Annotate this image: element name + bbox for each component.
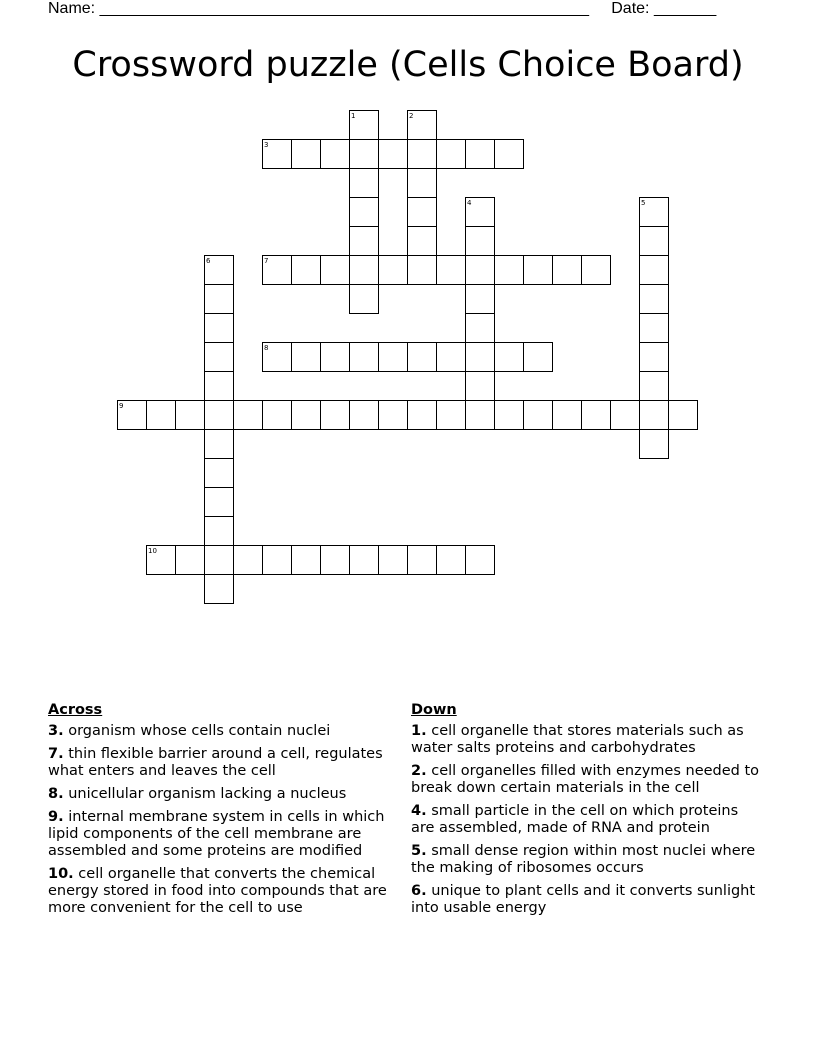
grid-cell[interactable] <box>495 140 524 169</box>
down-clue-5 <box>411 843 763 877</box>
grid-cell[interactable] <box>205 343 234 372</box>
cell-number-5: 5 <box>641 199 646 207</box>
grid-cell[interactable] <box>437 256 466 285</box>
date-blank: _______ <box>653 0 717 17</box>
grid-cell[interactable] <box>669 401 698 430</box>
grid-cell[interactable] <box>466 227 495 256</box>
across-clue-list <box>48 723 400 917</box>
grid-cell[interactable] <box>379 401 408 430</box>
grid-cell[interactable] <box>205 372 234 401</box>
grid-cell[interactable] <box>205 401 234 430</box>
grid-cell[interactable] <box>350 285 379 314</box>
down-clue-6 <box>411 883 763 917</box>
across-heading: Across <box>48 702 103 718</box>
grid-cell[interactable] <box>263 546 292 575</box>
grid-cell[interactable] <box>292 546 321 575</box>
grid-cell[interactable] <box>321 546 350 575</box>
grid-cell[interactable] <box>379 343 408 372</box>
grid-cell[interactable] <box>437 140 466 169</box>
grid-cell[interactable] <box>437 401 466 430</box>
grid-cell[interactable] <box>466 314 495 343</box>
clue-number: 5. <box>411 843 427 859</box>
clue-number: 6. <box>411 883 427 899</box>
grid-cell[interactable] <box>321 140 350 169</box>
grid-cell[interactable] <box>524 401 553 430</box>
grid-cell[interactable] <box>350 198 379 227</box>
grid-cell[interactable] <box>321 256 350 285</box>
grid-cell[interactable] <box>495 343 524 372</box>
page-title: Crossword puzzle (Cells Choice Board) <box>72 45 744 85</box>
grid-cell[interactable] <box>408 198 437 227</box>
grid-cell[interactable] <box>350 140 379 169</box>
across-clue-9 <box>48 809 400 860</box>
clue-text: cell organelle that converts the chemical energy stored in food into compounds that are more convenient for the cell to use <box>48 866 387 916</box>
grid-cell[interactable] <box>205 459 234 488</box>
cell-number-3: 3 <box>264 141 269 149</box>
clue-number: 1. <box>411 723 427 739</box>
grid-cell[interactable] <box>147 401 176 430</box>
grid-cell[interactable] <box>611 401 640 430</box>
grid-cell[interactable] <box>466 343 495 372</box>
down-heading: Down <box>411 702 457 718</box>
grid-cell[interactable] <box>408 343 437 372</box>
grid-cell[interactable] <box>524 343 553 372</box>
across-clue-3 <box>48 723 400 740</box>
cell-number-8: 8 <box>264 344 269 352</box>
down-clue-2 <box>411 763 763 797</box>
grid-cell[interactable] <box>437 343 466 372</box>
clue-number: 2. <box>411 763 427 779</box>
grid-cell[interactable] <box>640 401 669 430</box>
cell-number-7: 7 <box>264 257 269 265</box>
across-clue-10 <box>48 866 400 917</box>
name-blank: _______________________________________________________ <box>99 0 589 17</box>
grid-cell[interactable] <box>321 343 350 372</box>
clue-text: internal membrane system in cells in which lipid components of the cell membrane are assembled and some proteins are modified <box>48 809 385 859</box>
grid-cell[interactable] <box>379 546 408 575</box>
grid-cell[interactable] <box>350 401 379 430</box>
grid-cell[interactable] <box>640 343 669 372</box>
clue-text: organism whose cells contain nuclei <box>68 723 331 739</box>
cell-number-1: 1 <box>351 112 356 120</box>
grid-cell[interactable] <box>408 401 437 430</box>
grid-cell[interactable] <box>408 227 437 256</box>
grid-cell[interactable] <box>466 256 495 285</box>
down-clue-1 <box>411 723 763 757</box>
grid-cell[interactable] <box>495 401 524 430</box>
cell-number-10: 10 <box>148 547 157 555</box>
clue-number: 3. <box>48 723 64 739</box>
cell-number-6: 6 <box>206 257 211 265</box>
grid-cell[interactable] <box>234 546 263 575</box>
grid-cell[interactable] <box>466 372 495 401</box>
grid-cell[interactable] <box>408 140 437 169</box>
date-label: Date: <box>611 0 650 17</box>
grid-cell[interactable] <box>350 343 379 372</box>
across-clue-8 <box>48 786 400 803</box>
grid-cell[interactable] <box>350 546 379 575</box>
grid-cell[interactable] <box>466 546 495 575</box>
name-label: Name: <box>48 0 96 17</box>
cell-number-9: 9 <box>119 402 124 410</box>
grid-cell[interactable] <box>292 343 321 372</box>
clue-text: small particle in the cell on which proteins are assembled, made of RNA and protein <box>411 803 739 836</box>
grid-cell[interactable] <box>350 256 379 285</box>
down-clue-4 <box>411 803 763 837</box>
grid-cell[interactable] <box>263 401 292 430</box>
grid-cell[interactable] <box>205 488 234 517</box>
down-clues <box>411 702 763 923</box>
grid-cell[interactable] <box>292 140 321 169</box>
grid-cell[interactable] <box>205 430 234 459</box>
grid-cell[interactable] <box>495 256 524 285</box>
down-clue-list <box>411 723 763 917</box>
grid-cell[interactable] <box>408 546 437 575</box>
clue-number: 8. <box>48 786 64 802</box>
grid-cell[interactable] <box>292 256 321 285</box>
clue-text: cell organelles filled with enzymes needed to break down certain materials in the cell <box>411 763 760 796</box>
across-clue-7 <box>48 746 400 780</box>
clue-text: small dense region within most nuclei where the making of ribosomes occurs <box>411 843 756 876</box>
clue-number: 7. <box>48 746 64 762</box>
grid-cell[interactable] <box>582 256 611 285</box>
grid-cell[interactable] <box>466 401 495 430</box>
cell-number-4: 4 <box>467 199 472 207</box>
grid-cell[interactable] <box>321 401 350 430</box>
cell-number-2: 2 <box>409 112 414 120</box>
grid-cell[interactable] <box>553 401 582 430</box>
grid-cell[interactable] <box>408 169 437 198</box>
grid-cell[interactable] <box>205 546 234 575</box>
clue-text: unicellular organism lacking a nucleus <box>68 786 347 802</box>
grid-cell[interactable] <box>408 256 437 285</box>
grid-cell[interactable] <box>379 140 408 169</box>
grid-cell[interactable] <box>176 401 205 430</box>
grid-cell[interactable] <box>640 372 669 401</box>
grid-cell[interactable] <box>205 575 234 604</box>
clue-text: thin flexible barrier around a cell, regulates what enters and leaves the cell <box>48 746 383 779</box>
across-clues <box>48 702 400 923</box>
grid-cell[interactable] <box>437 546 466 575</box>
grid-cell[interactable] <box>205 314 234 343</box>
grid-cell[interactable] <box>350 227 379 256</box>
grid-cell[interactable] <box>640 430 669 459</box>
grid-cell[interactable] <box>466 285 495 314</box>
grid-cell[interactable] <box>379 256 408 285</box>
clue-number: 9. <box>48 809 64 825</box>
clue-text: cell organelle that stores materials such as water salts proteins and carbohydrates <box>411 723 744 756</box>
clue-number: 4. <box>411 803 427 819</box>
clue-number: 10. <box>48 866 74 882</box>
grid-cell[interactable] <box>524 256 553 285</box>
grid-cell[interactable] <box>640 314 669 343</box>
clue-text: unique to plant cells and it converts sunlight into usable energy <box>411 883 756 916</box>
grid-cell[interactable] <box>553 256 582 285</box>
grid-cell[interactable] <box>350 169 379 198</box>
grid-cell[interactable] <box>176 546 205 575</box>
grid-cell[interactable] <box>205 285 234 314</box>
grid-cell[interactable] <box>640 256 669 285</box>
grid-cell[interactable] <box>640 227 669 256</box>
grid-cell[interactable] <box>234 401 263 430</box>
grid-cell[interactable] <box>466 140 495 169</box>
grid-cell[interactable] <box>292 401 321 430</box>
grid-cell[interactable] <box>640 285 669 314</box>
grid-cell[interactable] <box>205 517 234 546</box>
grid-cell[interactable] <box>582 401 611 430</box>
